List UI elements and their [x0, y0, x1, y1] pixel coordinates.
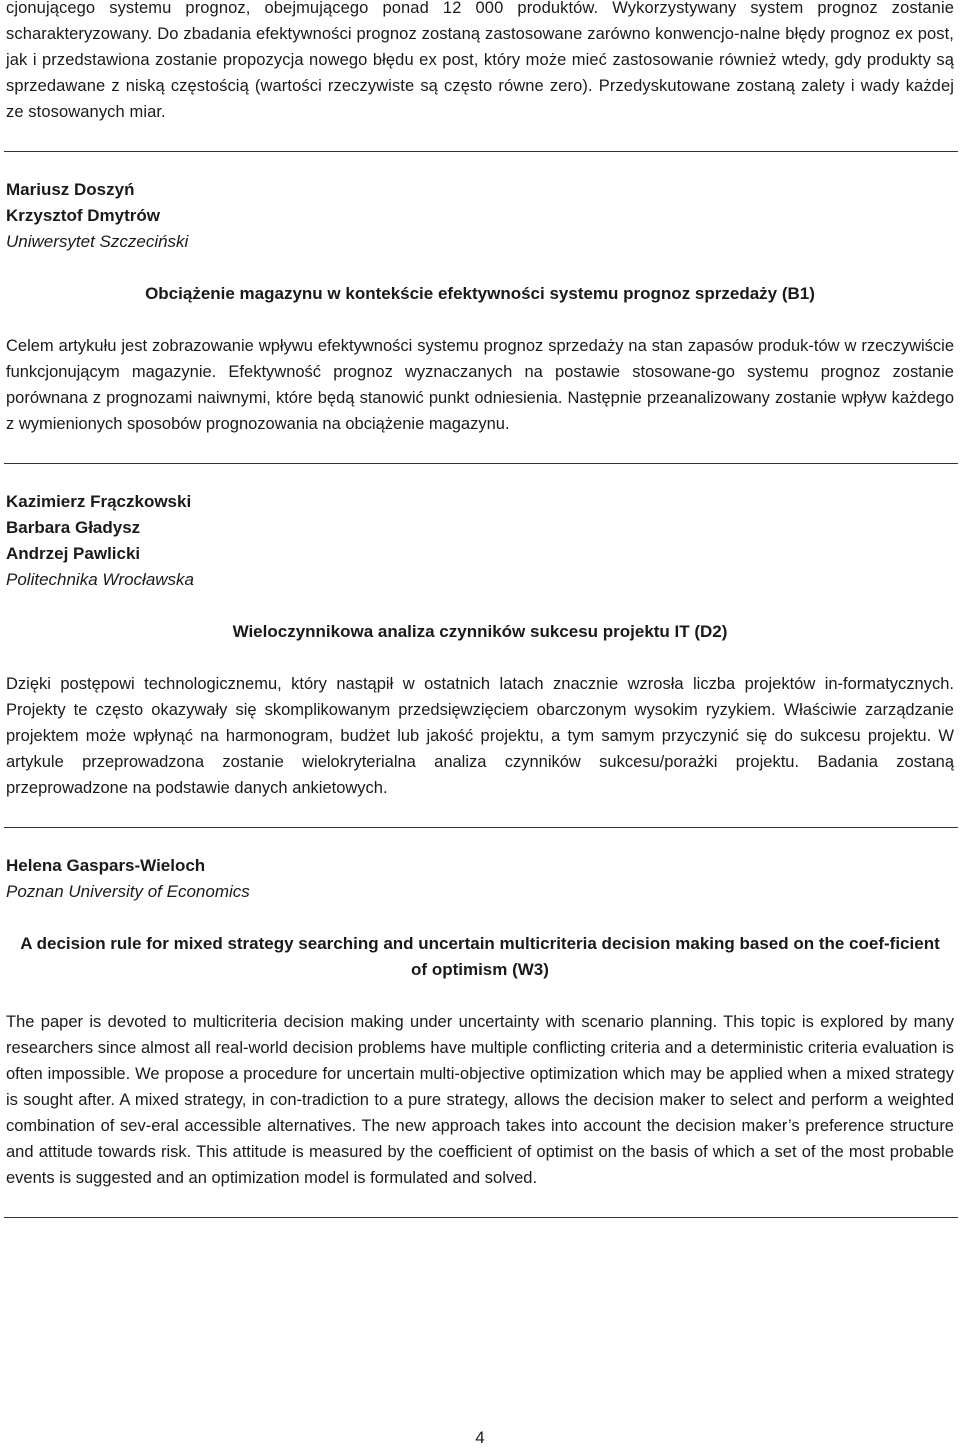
document-page — [6, 0, 954, 1218]
affiliation: Uniwersytet Szczeciński — [6, 232, 189, 251]
section-divider — [4, 1217, 958, 1218]
author-name: Mariusz Doszyń — [6, 180, 135, 199]
abstract-text: The paper is devoted to multicriteria decision making under uncertainty with scenario planning. This topic is explored by many researchers since almost all real-world decision problems have multiple conflicting criteria and a deterministic criteria evaluation is often impossible. We propose a procedure for uncertain multi-objective optimization which may be applied when a mixed strategy is sought after. A mixed strategy, in con-tradiction to a pure strategy, allows the decision maker to select and perform a weighted combination of sev-eral accessible alternatives. The new approach takes into account the decision maker’s preference structure and attitude towards risk. This attitude is measured by the coefficient of optimist on the basis of which a set of the most probable events is suggested and an optimization model is formulated and solved. — [6, 1013, 954, 1187]
abstract-section-2 — [6, 489, 954, 801]
page-number: 4 — [475, 1428, 485, 1447]
author-name: Barbara Gładysz — [6, 518, 141, 537]
abstract-section-3 — [6, 853, 954, 1191]
intro-paragraph: cjonującego systemu prognoz, obejmującego ponad 12 000 produktów. Wykorzystywany system prognoz zostanie scharakteryzowany. Do zbadania efektywności prognoz zostaną zastosowane zarówno konwencjo-nalne błędy prognoz ex post, jak i przedstawiona zostanie propozycja nowego błędu ex post, który może mieć zastosowanie również wtedy, gdy produkty są sprzedawane z niską częstością (wartości rzeczywiste są często równe zero). Przedyskutowane zostaną zalety i wady każdej ze stosowanych miar. — [6, 0, 954, 121]
section-divider — [4, 151, 958, 152]
author-name: Krzysztof Dmytrów — [6, 206, 160, 225]
affiliation: Poznan University of Economics — [6, 882, 250, 901]
author-name: Kazimierz Frączkowski — [6, 492, 192, 511]
abstract-text: Dzięki postępowi technologicznemu, który nastąpił w ostatnich latach znacznie wzrosła liczba projektów in-formatycznych. Projekty te często okazywały się skomplikowanym przedsięwzięciem obarczonym wysokim ryzykiem. Właściwie zarządzanie projektem może wpłynąć na harmonogram, budżet lub jakość projektu, a tym samym przyczynić się do sukcesu projektu. W artykule przeprowadzona zostanie wielokryterialna analiza czynników sukcesu/porażki projektu. Badania zostaną przeprowadzone na podstawie danych ankietowych. — [6, 675, 954, 797]
author-name: Helena Gaspars-Wieloch — [6, 856, 206, 875]
paper-title: Obciążenie magazynu w kontekście efektywności systemu prognoz sprzedaży (B1) — [145, 284, 815, 303]
section-divider — [4, 463, 958, 464]
paper-title: Wieloczynnikowa analiza czynników sukcesu projektu IT (D2) — [232, 622, 728, 641]
paper-title: A decision rule for mixed strategy searching and uncertain multicriteria decision making based on the coef-ficient of optimism (W3) — [20, 934, 940, 979]
abstract-section-1 — [6, 177, 954, 437]
author-name: Andrzej Pawlicki — [6, 544, 141, 563]
abstract-text: Celem artykułu jest zobrazowanie wpływu efektywności systemu prognoz sprzedaży na stan zapasów produk-tów w rzeczywiście funkcjonującym magazynie. Efektywność prognoz wyznaczanych na postawie stosowane-go systemu prognoz zostanie porównana z prognozami naiwnymi, które będą stanowić punkt odniesienia. Następnie przeanalizowany zostanie wpływ każdego z wymienionych sposobów prognozowania na obciążenie magazynu. — [6, 337, 954, 433]
affiliation: Politechnika Wrocławska — [6, 570, 195, 589]
section-divider — [4, 827, 958, 828]
